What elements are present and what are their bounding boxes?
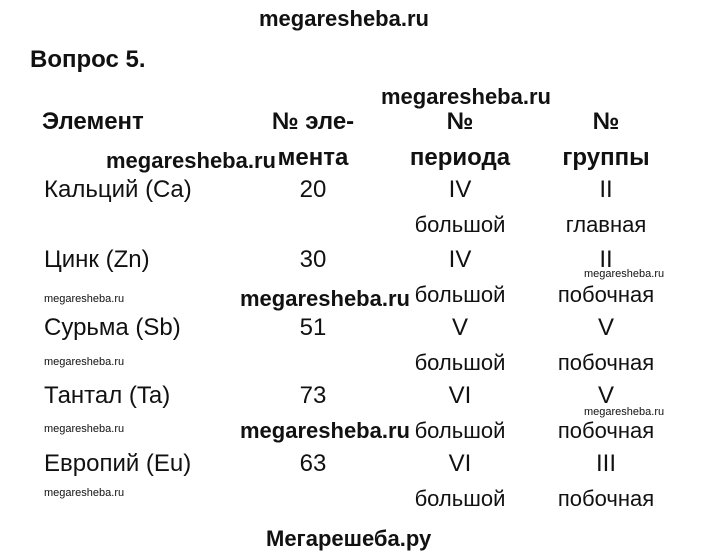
row-1-period: IV <box>448 176 472 203</box>
row-5-group: III <box>595 450 616 477</box>
watermark-small-right-2: megaresheba.ru <box>584 406 665 418</box>
header-group-line2: группы <box>562 144 650 171</box>
row-3-number: 51 <box>299 314 327 341</box>
watermark-top: megaresheba.ru <box>259 6 429 31</box>
watermark-mid-1: megaresheba.ru <box>240 286 410 311</box>
row-4-group-type: побочная <box>557 418 655 443</box>
row-2-group-type: побочная <box>557 282 655 307</box>
watermark-small-left-4: megaresheba.ru <box>44 487 125 499</box>
row-5-period: VI <box>448 450 472 477</box>
watermark-footer: Мегарешеба.ру <box>266 526 432 551</box>
row-1-group: II <box>599 176 613 203</box>
header-group-line1: № <box>592 108 620 135</box>
row-1-number: 20 <box>299 176 327 203</box>
row-2-period: IV <box>448 246 472 273</box>
row-2-element: Цинк (Zn) <box>44 246 150 273</box>
row-5-number: 63 <box>299 450 327 477</box>
row-1-group-type: главная <box>565 212 647 237</box>
row-3-group-type: побочная <box>557 350 655 375</box>
row-3-period-type: большой <box>414 350 506 375</box>
row-4-group: V <box>597 382 614 409</box>
header-period <box>398 104 522 176</box>
header-period-line1: № <box>446 108 474 135</box>
row-4-period: VI <box>448 382 472 409</box>
row-2-group: II <box>599 246 613 273</box>
row-1-element: Кальций (Ca) <box>44 176 192 203</box>
watermark-small-left-1: megaresheba.ru <box>44 293 125 305</box>
header-period-line2: периода <box>409 144 511 171</box>
row-2-period-type: большой <box>414 282 506 307</box>
row-3-element: Сурьма (Sb) <box>44 314 181 341</box>
row-1-period-type: большой <box>414 212 506 237</box>
watermark-header: megaresheba.ru <box>381 84 551 109</box>
row-5-element: Европий (Eu) <box>44 450 192 477</box>
watermark-small-left-2: megaresheba.ru <box>44 356 125 368</box>
row-3-group: V <box>597 314 614 341</box>
header-number-line1: № эле- <box>271 108 355 135</box>
watermark-mid-left: megaresheba.ru <box>106 148 276 173</box>
row-5-group-type: побочная <box>557 486 655 511</box>
watermark-small-left-3: megaresheba.ru <box>44 423 125 435</box>
watermark-small-right-1: megaresheba.ru <box>584 268 665 280</box>
row-4-number: 73 <box>299 382 327 409</box>
row-4-element: Тантал (Ta) <box>44 382 171 409</box>
header-number-line2: мента <box>277 144 349 171</box>
watermark-mid-2: megaresheba.ru <box>240 418 410 443</box>
row-2-number: 30 <box>299 246 327 273</box>
row-3-period: V <box>451 314 468 341</box>
row-4-period-type: большой <box>414 418 506 443</box>
header-element: Элемент <box>42 108 144 135</box>
row-5-period-type: большой <box>414 486 506 511</box>
question-title: Вопрос 5. <box>30 46 146 73</box>
header-group <box>544 104 668 176</box>
